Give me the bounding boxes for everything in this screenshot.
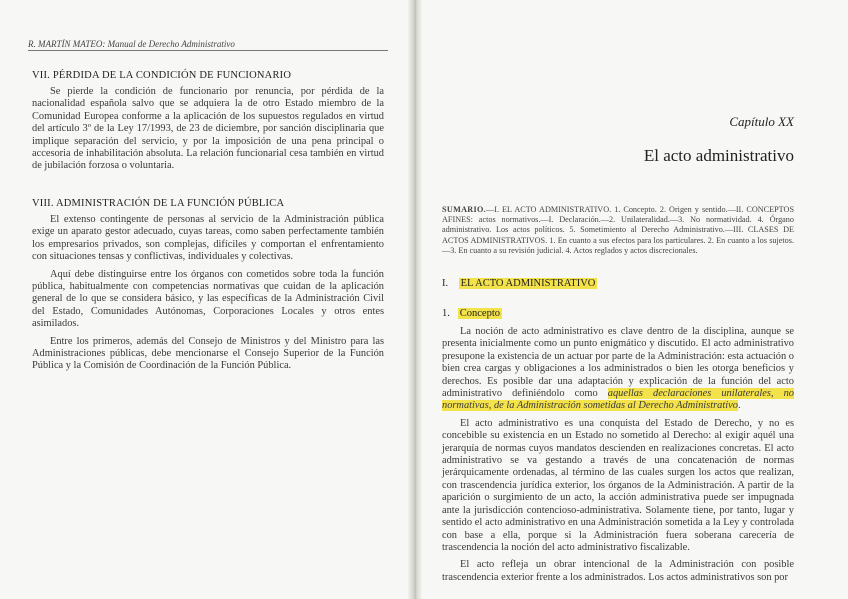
right-page [422, 0, 848, 599]
book-gutter [408, 0, 422, 599]
paragraph: Se pierde la condición de funcionario por renuncia, por pérdida de la nacionalidad española salvo que se adquiera la de otro Estado miembro de la Comunidad Europea conforme a la aplicación de los supuestos regulados en virtud del artículo 3º de la Ley 17/1993, de 23 de diciembre, por sanción disciplinaria que implique separación del servicio, y por la imposición de una pena principal o accesoria de inhabilitación absoluta. La relación funcionarial cesa también en virtud de jubilación forzosa o voluntaria. [32, 86, 384, 172]
left-page [0, 0, 408, 599]
chapter-number: Capítulo XX [729, 114, 794, 129]
running-head: R. MARTÍN MATEO: Manual de Derecho Administrativo [28, 39, 388, 51]
section-title: EL ACTO ADMINISTRATIVO [460, 278, 596, 289]
section-vii-body [32, 86, 384, 173]
subsection-heading [442, 308, 502, 319]
chapter-summary [442, 205, 794, 256]
section-heading [442, 278, 597, 289]
paragraph: El extenso contingente de personas al servicio de la Administración pública exige un aparato gestor adecuado, cuyas tareas, como saben perfectamente también los empresarios privados, son complejas, difíciles y comportan el enfrentamiento con situaciones tensas y conflictivas, individuales y colectivas. [32, 214, 384, 263]
paragraph-text: La noción de acto administrativo es clave dentro de la disciplina, aunque se presenta inicialmente como un punto enigmático y discutido. El acto administrativo presupone la existencia de un actuar por parte de la Administración: esta actuación o bien crea cargas y obligaciones a los administrados o bien les otorga beneficios y derechos. Es posible dar una adaptación y explicación de la función del acto administrativo definiéndolo como [442, 326, 794, 400]
paragraph: El acto administrativo es una conquista del Estado de Derecho, y no es concebible su existencia en un Estado no sometido al Derecho: al exigir aquél una jerarquía de normas cuyos mandatos descienden en realizaciones concretas. El acto administrativo se va gestando a través de una concatenación de normas jerárquicamente ordenadas, al término de las cuales surgen los actos que realizan, con trascendencia jurídica exterior, los órganos de la Administración. A partir de la aparición o surgimiento de un acto, la acción administrativa puede ser impugnada ante la jurisdicción contencioso-administrativa. Solamente tiene, por tanto, lugar y sentido el acto administrativo en una Administración sometida a la Ley y controlada con base a ella, porque si la Administración fuera soberana carecería de trascendencia la noción del acto administrativo fiscalizable. [442, 417, 794, 553]
paragraph [442, 326, 794, 413]
section-heading-vii: VII. PÉRDIDA DE LA CONDICIÓN DE FUNCIONARIO [32, 70, 292, 81]
summary-text: —I. EL ACTO ADMINISTRATIVO. 1. Concepto. 2. Origen y sentido.—II. CONCEPTOS AFINES: actos normativos.—I. Declaración.—2. Unilateralidad.—3. No normatividad. 4. Órgano administrativo. Los actos políticos. 5. Sometimiento al Derecho Administrativo.—III. CLASES DE ACTOS ADMINISTRATIVOS. 1. En cuanto a sus efectos para los particulares. 2. En cuanto a los sujetos.—3. En cuanto a su revisión judicial. 4. Actos reglados y actos discrecionales. [442, 205, 794, 255]
concept-body [442, 326, 794, 589]
paragraph: Entre los primeros, además del Consejo de Ministros y del Ministro para las Administraciones públicas, debe mencionarse el Consejo Superior de la Función Pública y la Comisión de Coordinación de la Función Pública. [32, 335, 384, 372]
summary-label: SUMARIO. [442, 205, 487, 214]
paragraph: El acto refleja un obrar intencional de la Administración con posible trascendencia exterior frente a los administrados. Los actos administrativos son por [442, 559, 794, 583]
section-heading-viii: VIII. ADMINISTRACIÓN DE LA FUNCIÓN PÚBLICA [32, 198, 285, 209]
chapter-title: El acto administrativo [643, 146, 794, 165]
subsection-title: Concepto [459, 308, 500, 319]
subsection-number: 1. [442, 308, 450, 319]
section-viii-body [32, 214, 384, 373]
section-number: I. [442, 278, 449, 289]
paragraph-text: . [737, 400, 741, 412]
paragraph: Aquí debe distinguirse entre los órganos con cometidos sobre toda la función pública, habitualmente con competencias normativas que cuidan de la aplicación general de lo que se considera básico, y las específicas de la Administración Civil del Estado, Comunidades Autónomas, Corporaciones Locales y otros entes asimilados. [32, 268, 384, 330]
highlighted-definition: aquellas declaraciones unilaterales, no normativas, de la Administración sometidas al Derecho Administrativo [442, 388, 794, 412]
